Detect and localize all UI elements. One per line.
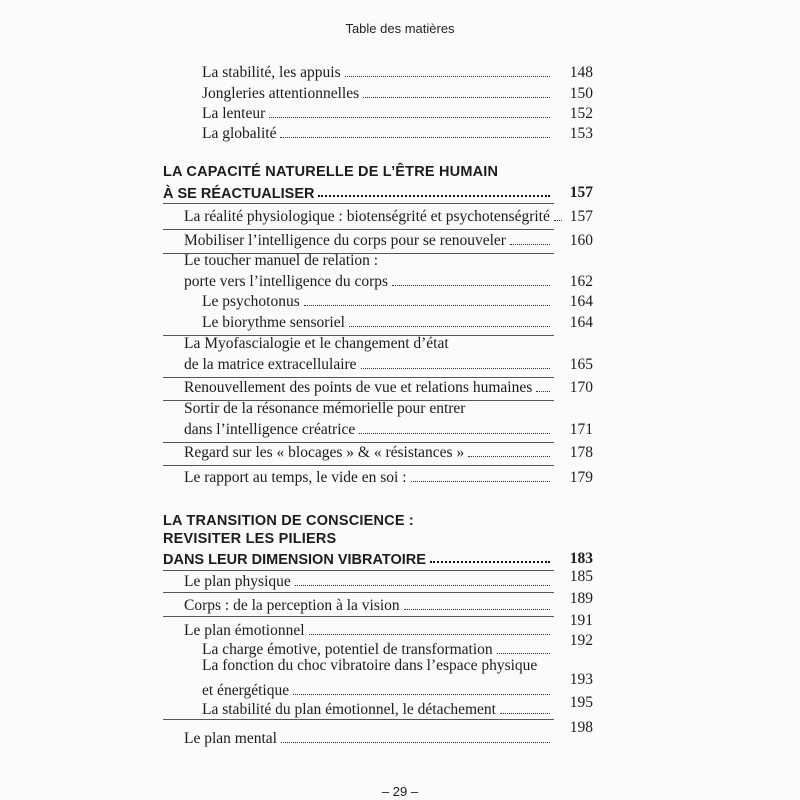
toc-entry xyxy=(202,310,554,332)
toc-entry xyxy=(202,60,554,82)
toc-entry-title: La charge émotive, potentiel de transformation xyxy=(202,641,493,658)
section-heading xyxy=(163,546,554,568)
toc-entry-title-line: La Myofascialogie et le changement d’état xyxy=(184,335,449,352)
toc-entry-page: 157 xyxy=(569,208,593,225)
toc-entry-page: 198 xyxy=(569,719,593,736)
toc-entry-page: 148 xyxy=(569,64,593,81)
toc-entry xyxy=(184,593,554,615)
leader-dots xyxy=(361,368,550,369)
leader-dots xyxy=(411,481,550,482)
leader-dots xyxy=(359,433,550,434)
leader-dots xyxy=(510,244,550,245)
section-heading xyxy=(163,180,554,202)
leader-dots xyxy=(500,713,550,714)
leader-dots xyxy=(392,285,550,286)
toc-entry-title: La lenteur xyxy=(202,105,266,122)
toc-entry-title: Le plan émotionnel xyxy=(184,622,305,639)
toc-entry-title: Regard sur les « blocages » & « résistances » xyxy=(184,444,465,461)
leader-dots xyxy=(293,694,550,695)
section-heading-line: DANS LEUR DIMENSION VIBRATOIRE xyxy=(163,552,426,568)
toc-entry-title: de la matrice extracellulaire xyxy=(184,356,357,373)
toc-entry-page: 170 xyxy=(569,379,593,396)
toc-entry-title: Renouvellement des points de vue et relations humaines xyxy=(184,379,533,396)
page-number: – 29 – xyxy=(381,784,419,799)
toc-entry-title: Le rapport au temps, le vide en soi : xyxy=(184,469,407,486)
leader-dots xyxy=(363,97,550,98)
toc-entry-title: Corps : de la perception à la vision xyxy=(184,597,400,614)
toc-entry xyxy=(184,269,554,291)
toc-entry xyxy=(184,417,554,439)
toc-entry xyxy=(202,101,554,123)
section-heading-line: LA CAPACITÉ NATURELLE DE L’ÊTRE HUMAIN xyxy=(163,164,499,180)
toc-entry xyxy=(184,228,554,250)
entry-rule xyxy=(163,616,554,617)
toc-entry-page: 162 xyxy=(569,273,593,290)
toc-entry-page: 191 xyxy=(569,612,593,629)
toc-entry-page: 185 xyxy=(569,568,593,585)
toc-entry-title: Le biorythme sensoriel xyxy=(202,314,345,331)
toc-entry-title: Le psychotonus xyxy=(202,293,300,310)
entry-rule xyxy=(163,719,554,720)
toc-entry xyxy=(202,289,554,311)
toc-entry-title: Le plan physique xyxy=(184,573,291,590)
toc-entry-title: Jongleries attentionnelles xyxy=(202,85,360,102)
toc-entry xyxy=(202,81,554,103)
toc-entry-page: 189 xyxy=(569,590,593,607)
toc-entry xyxy=(184,465,554,487)
toc-entry-page: 192 xyxy=(569,632,593,649)
leader-dots xyxy=(345,76,550,77)
toc-entry xyxy=(184,204,554,226)
section-heading-line: À SE RÉACTUALISER xyxy=(163,186,315,202)
leader-dots xyxy=(497,653,550,654)
toc-entry-page: 195 xyxy=(569,694,593,711)
section-heading-page: 183 xyxy=(569,550,593,567)
toc-entry-title-line: Le toucher manuel de relation : xyxy=(184,252,379,269)
toc-entry xyxy=(202,121,554,143)
toc-entry xyxy=(184,569,554,591)
toc-entry-page: 160 xyxy=(569,232,593,249)
toc-entry-title-line: La fonction du choc vibratoire dans l’espace physique xyxy=(202,657,538,674)
toc-entry-page: 178 xyxy=(569,444,593,461)
toc-entry-page: 179 xyxy=(569,469,593,486)
leader-dots xyxy=(280,137,550,138)
toc-entry-page: 164 xyxy=(569,314,593,331)
toc-entry-title: et énergétique xyxy=(202,682,290,699)
leader-dots xyxy=(349,326,550,327)
leader-dots xyxy=(269,117,550,118)
running-header: Table des matières xyxy=(345,21,455,36)
toc-entry-title: dans l’intelligence créatrice xyxy=(184,421,356,438)
leader-dots xyxy=(536,391,550,392)
toc-entry-page: 193 xyxy=(569,671,593,688)
section-heading-page: 157 xyxy=(569,184,593,201)
leader-dots xyxy=(304,305,550,306)
toc-entry-title: Le plan mental xyxy=(184,730,277,747)
toc-entry-page: 164 xyxy=(569,293,593,310)
leader-dots xyxy=(468,456,550,457)
leader-dots xyxy=(318,195,550,197)
toc-entry xyxy=(184,352,554,374)
section-heading-line: REVISITER LES PILIERS xyxy=(163,531,337,547)
toc-entry-page: 150 xyxy=(569,85,593,102)
leader-dots xyxy=(309,634,550,635)
toc-entry-title: La stabilité, les appuis xyxy=(202,64,341,81)
toc-entry-title: La globalité xyxy=(202,125,277,142)
toc-entry-page: 152 xyxy=(569,105,593,122)
toc-entry xyxy=(184,440,554,462)
toc-entry-title: La réalité physiologique : biotenségrité et psychotenségrité xyxy=(184,208,550,225)
leader-dots xyxy=(281,742,550,743)
toc-entry-title: La stabilité du plan émotionnel, le détachement xyxy=(202,701,496,718)
toc-entry-page: 171 xyxy=(569,421,593,438)
toc-entry-page: 153 xyxy=(569,125,593,142)
toc-entry-title: Mobiliser l’intelligence du corps pour se renouveler xyxy=(184,232,506,249)
toc-entry xyxy=(202,697,554,719)
toc-entry-title: porte vers l’intelligence du corps xyxy=(184,273,389,290)
section-heading-line: LA TRANSITION DE CONSCIENCE : xyxy=(163,513,414,529)
leader-dots xyxy=(295,585,550,586)
leader-dots xyxy=(404,609,550,610)
toc-entry xyxy=(184,375,554,397)
leader-dots xyxy=(430,561,550,563)
toc-entry-page: 165 xyxy=(569,356,593,373)
toc-entry xyxy=(184,726,554,748)
toc-entry-title-line: Sortir de la résonance mémorielle pour entrer xyxy=(184,400,466,417)
